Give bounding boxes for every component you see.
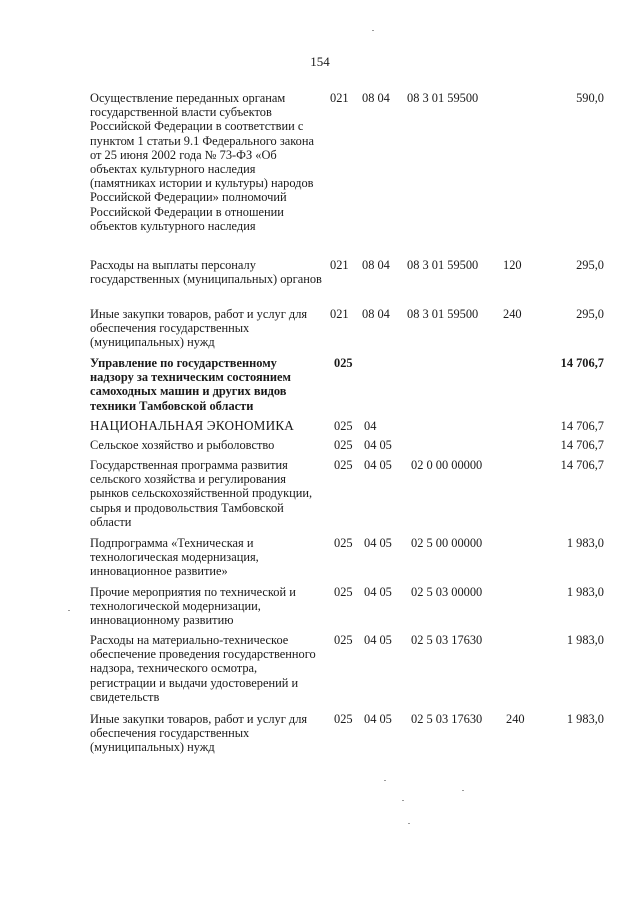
admin-code: 025 (334, 356, 353, 370)
row-name: Прочие мероприятия по технической и технологической модернизации, инновационному развитию (90, 585, 296, 628)
amount: 14 706,7 (560, 419, 604, 433)
amount: 295,0 (576, 307, 604, 321)
target-article-code: 08 3 01 59500 (407, 307, 479, 321)
section-code: 04 05 (364, 633, 392, 647)
section-code: 04 05 (364, 438, 392, 452)
admin-code: 021 (330, 258, 349, 272)
row-name: Государственная программа развития сельского хозяйства и регулирования рынков сельскохозяйственной продукции, сырья и продовольствия Тамбовской области (90, 458, 313, 529)
target-article-code: 02 5 03 17630 (411, 712, 483, 726)
scan-speck (402, 800, 404, 801)
amount: 1 983,0 (566, 712, 604, 726)
amount: 1 983,0 (566, 536, 604, 550)
section-code: 08 04 (362, 258, 390, 272)
admin-code: 025 (334, 458, 353, 472)
section-code: 08 04 (362, 91, 390, 105)
admin-code: 025 (334, 585, 353, 599)
row-name: Иные закупки товаров, работ и услуг для обеспечения государственных (муниципальных) нужд (90, 307, 308, 350)
section-code: 04 05 (364, 458, 392, 472)
target-article-code: 08 3 01 59500 (407, 91, 479, 105)
scan-speck (462, 790, 464, 791)
scan-speck (384, 780, 386, 781)
amount: 1 983,0 (566, 633, 604, 647)
scan-speck (372, 30, 374, 31)
row-name: Подпрограмма «Техническая и технологическая модернизация, инновационное развитие» (90, 536, 259, 579)
amount: 1 983,0 (566, 585, 604, 599)
row-name: НАЦИОНАЛЬНАЯ ЭКОНОМИКА (90, 418, 295, 433)
target-article-code: 08 3 01 59500 (407, 258, 479, 272)
admin-code: 025 (334, 712, 353, 726)
amount: 295,0 (576, 258, 604, 272)
admin-code: 021 (330, 307, 349, 321)
target-article-code: 02 0 00 00000 (411, 458, 483, 472)
expense-type-code: 120 (503, 258, 522, 272)
row-name: Сельское хозяйство и рыболовство (90, 438, 275, 452)
page-number: 154 (310, 54, 330, 69)
section-code: 04 (364, 419, 377, 433)
row-name: Управление по государственному надзору за техническим состоянием самоходных машин и других видов техники Тамбовской области (90, 356, 291, 413)
target-article-code: 02 5 00 00000 (411, 536, 483, 550)
admin-code: 025 (334, 419, 353, 433)
admin-code: 025 (334, 536, 353, 550)
scan-speck (68, 610, 70, 611)
row-name: Расходы на выплаты персоналу государственных (муниципальных) органов (90, 258, 322, 287)
admin-code: 025 (334, 438, 353, 452)
row-name: Осуществление переданных органам государственной власти субъектов Российской Федерации в соответствии с пунктом 1 статьи 9.1 Федерального закона от 25 июня 2002 года № 73-ФЗ «Об объектах культурного наследия (памятниках истории и культуры) народов Российской Федерации» полномочий Российской Федерации в отношении объектов культурного наследия (90, 91, 314, 233)
section-code: 04 05 (364, 585, 392, 599)
section-code: 08 04 (362, 307, 390, 321)
expense-type-code: 240 (503, 307, 522, 321)
amount: 14 706,7 (560, 438, 604, 452)
expense-type-code: 240 (506, 712, 525, 726)
target-article-code: 02 5 03 17630 (411, 633, 483, 647)
amount: 14 706,7 (560, 458, 604, 472)
row-name: Расходы на материально-техническое обеспечение проведения государственного надзора, технического осмотра, регистрации и выдачи удостоверений и свидетельств (90, 633, 316, 704)
admin-code: 025 (334, 633, 353, 647)
section-code: 04 05 (364, 712, 392, 726)
scan-speck (408, 823, 410, 824)
row-name: Иные закупки товаров, работ и услуг для обеспечения государственных (муниципальных) нужд (90, 712, 308, 755)
section-code: 04 05 (364, 536, 392, 550)
target-article-code: 02 5 03 00000 (411, 585, 483, 599)
admin-code: 021 (330, 91, 349, 105)
amount: 14 706,7 (560, 356, 604, 370)
amount: 590,0 (576, 91, 604, 105)
